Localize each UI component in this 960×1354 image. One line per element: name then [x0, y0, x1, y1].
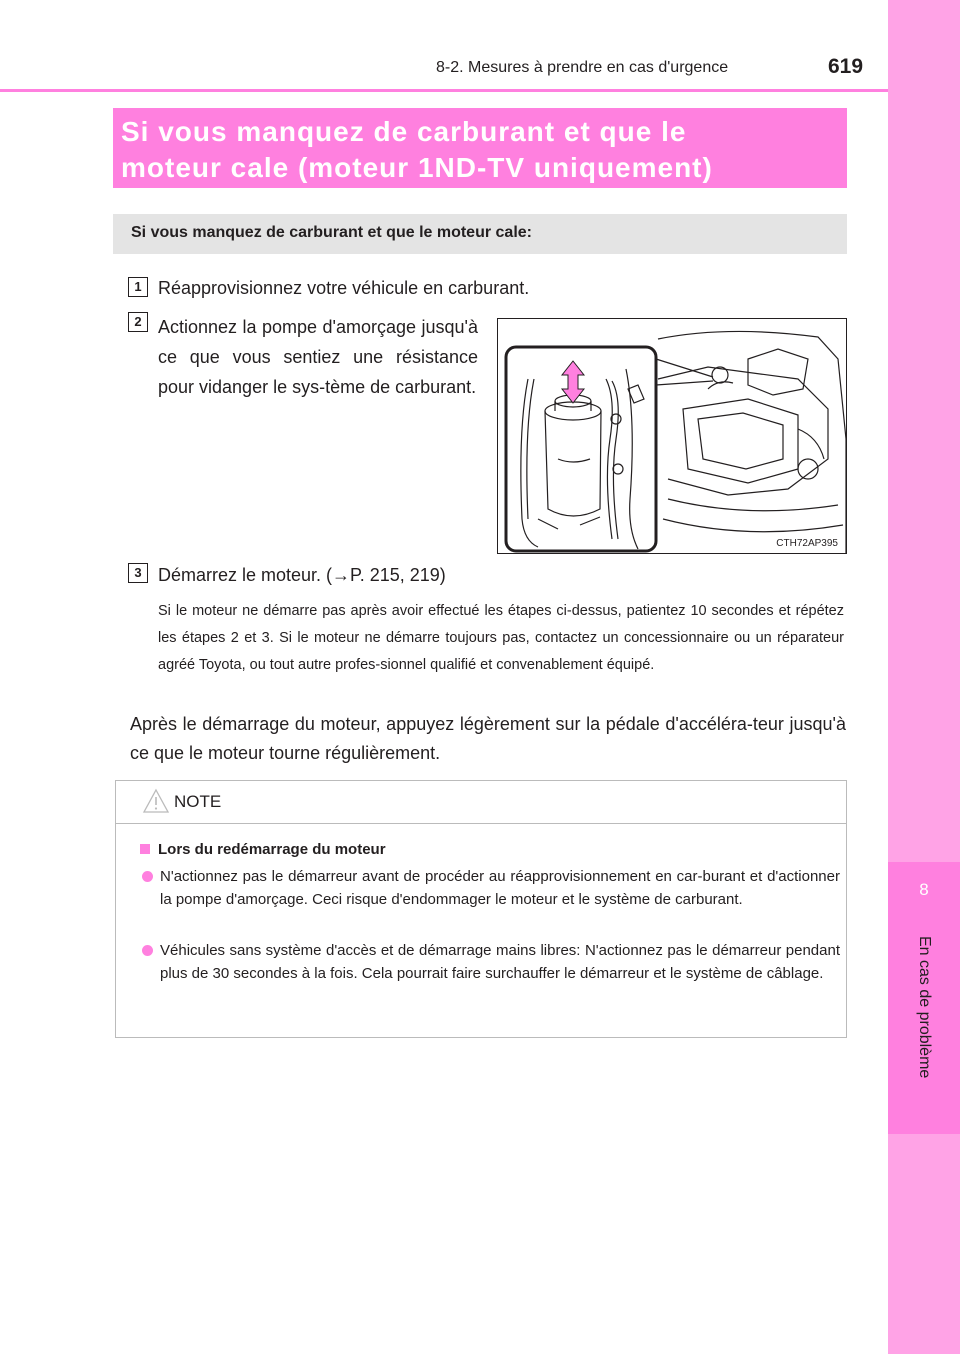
square-bullet-icon — [140, 844, 150, 854]
chapter-number: 8 — [919, 880, 929, 899]
header-rule — [0, 89, 888, 92]
step-3-text: Démarrez le moteur. (→P. 215, 219) — [158, 565, 446, 585]
note-item-2: Véhicules sans système d'accès et de démarrage mains libres: N'actionnez pas le démarreur pendant plus de 30 secondes à la fois. Cela pourrait faire surchauffer le démarreur et le système de câblage. — [160, 942, 840, 982]
step-1-text: Réapprovisionnez votre véhicule en carburant. — [158, 278, 530, 298]
note-box — [115, 780, 847, 1038]
chapter-side-tab — [888, 0, 960, 1354]
chapter-label: En cas de problème — [916, 936, 933, 1079]
page-title-line-2: moteur cale (moteur 1ND-TV uniquement) — [121, 152, 713, 183]
note-heading — [140, 841, 386, 858]
subtitle-band — [113, 214, 847, 254]
section-title: 8-2. Mesures à prendre en cas d'urgence — [436, 59, 729, 76]
page-title-line-1: Si vous manquez de carburant et que le — [121, 116, 687, 147]
circle-bullet-icon — [142, 945, 153, 956]
step-2-text: Actionnez la pompe d'amorçage jusqu'à ce que vous sentiez une résistance pour vidanger le sys-tème de carburant. — [158, 317, 478, 397]
title-band — [113, 108, 847, 188]
circle-bullet-icon — [142, 871, 153, 882]
page-title — [121, 114, 841, 186]
note-item-1: N'actionnez pas le démarreur avant de procéder au réapprovisionnement en car-burant et d'actionner la pompe d'amorçage. Ceci risque d'endommager le moteur et le système de carburant. — [160, 868, 840, 908]
engine-illustration — [498, 319, 847, 554]
note-heading-text: Lors du redémarrage du moteur — [158, 841, 386, 858]
step-3-number: 3 — [128, 563, 148, 583]
warning-icon — [142, 787, 170, 815]
engine-figure — [497, 318, 847, 554]
after-start-text: Après le démarrage du moteur, appuyez légèrement sur la pédale d'accéléra-teur jusqu'à ce que le moteur tourne régulièrement. — [130, 714, 846, 763]
subtitle: Si vous manquez de carburant et que le moteur cale: — [131, 224, 532, 241]
step-1-number: 1 — [128, 277, 148, 297]
note-title: NOTE — [174, 792, 222, 811]
figure-code: CTH72AP395 — [776, 538, 838, 549]
step-3-note: Si le moteur ne démarre pas après avoir effectué les étapes ci-dessus, patientez 10 secondes et répétez les étapes 2 et 3. Si le moteur ne démarre toujours pas, contactez un concessionnaire ou un réparateur agréé Toyota, ou tout autre profes-sionnel qualifié et convenablement équipé. — [158, 603, 844, 673]
step-2-number: 2 — [128, 312, 148, 332]
page-number: 619 — [828, 55, 864, 78]
note-header — [116, 781, 846, 824]
